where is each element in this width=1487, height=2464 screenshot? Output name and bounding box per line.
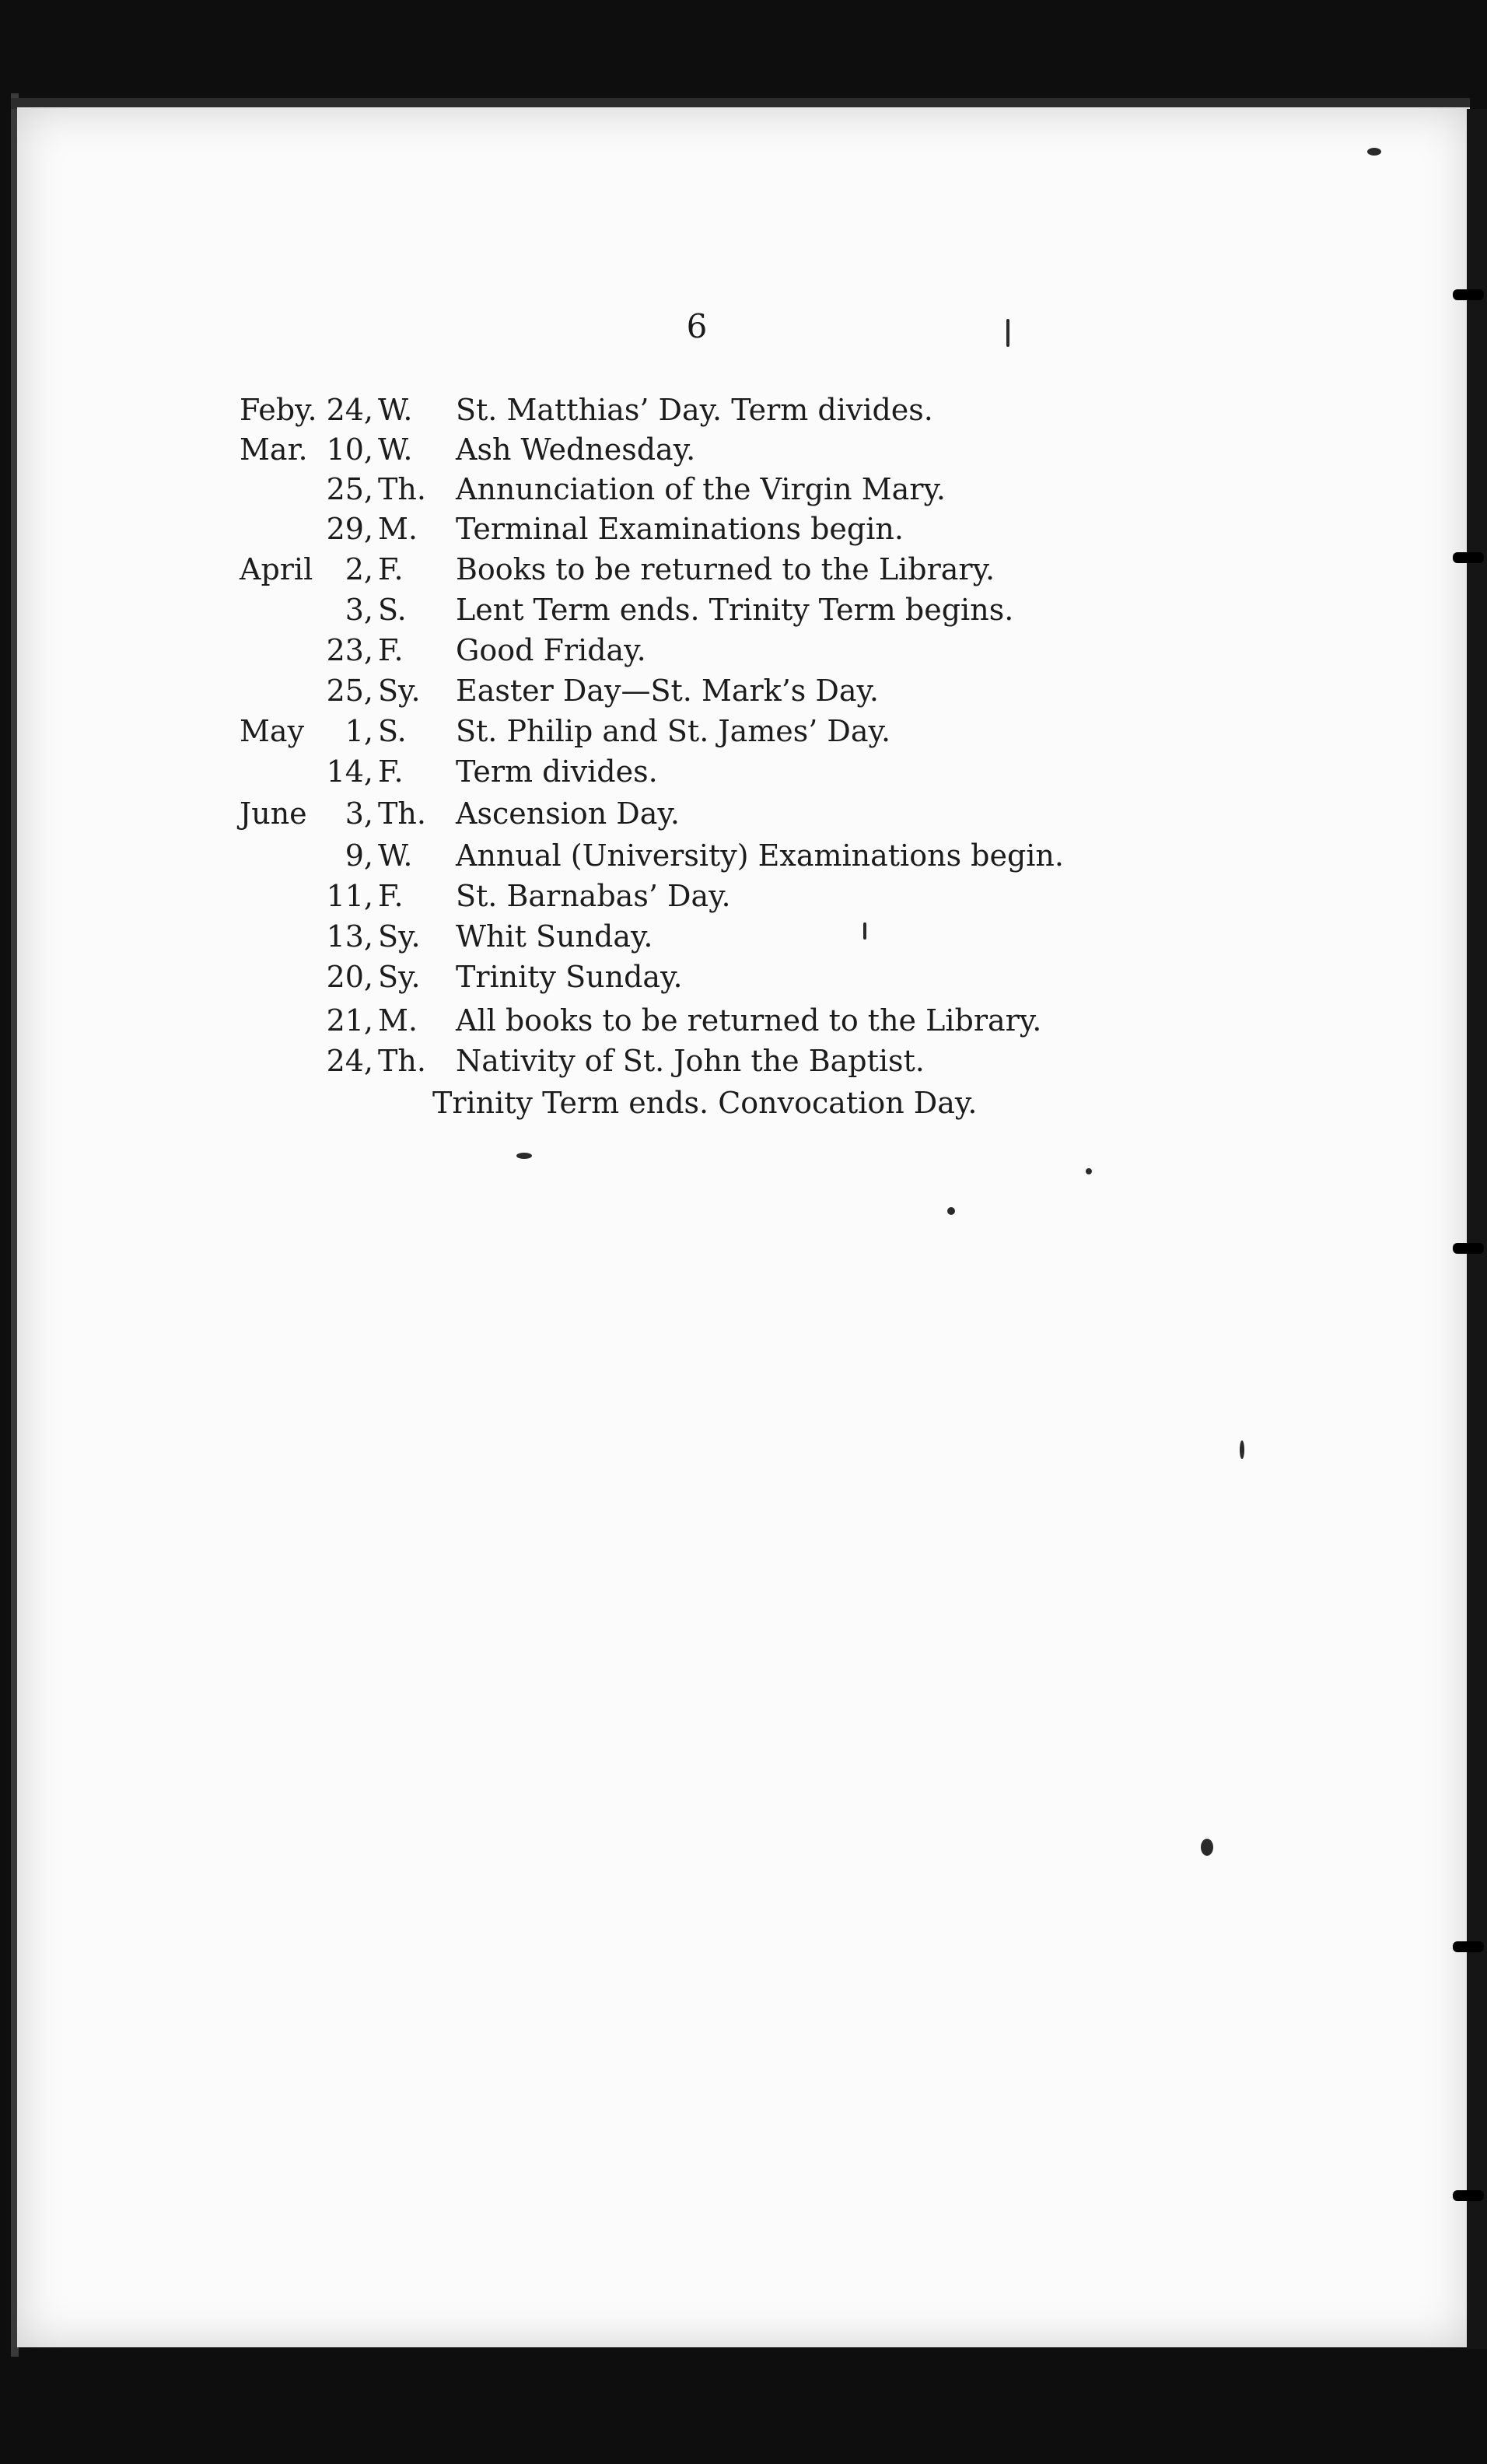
- entry-weekday: W.: [378, 393, 413, 427]
- entry-month: Feby.: [240, 393, 317, 427]
- entry-day: 24,: [326, 393, 373, 427]
- entry-day: 11,: [326, 879, 373, 913]
- entry-event: Easter Day—St. Mark’s Day.: [456, 674, 879, 708]
- entry-weekday: Sy.: [378, 674, 421, 708]
- entry-weekday: F.: [378, 754, 404, 789]
- entry-weekday: Th.: [378, 796, 426, 831]
- entry-event: Trinity Sunday.: [456, 960, 683, 994]
- entry-day: 24,: [326, 1044, 373, 1078]
- entry-day: 3,: [345, 593, 373, 627]
- entry-event: Trinity Term ends. Convocation Day.: [432, 1086, 978, 1120]
- entry-day: 23,: [326, 633, 373, 667]
- entry-day: 21,: [326, 1003, 373, 1038]
- entry-event: Nativity of St. John the Baptist.: [456, 1044, 925, 1078]
- entry-day: 29,: [326, 512, 373, 546]
- entry-weekday: Sy.: [378, 919, 421, 954]
- entry-day: 20,: [326, 960, 373, 994]
- entry-weekday: W.: [378, 432, 413, 467]
- entry-month: April: [240, 552, 313, 586]
- entry-event: St. Philip and St. James’ Day.: [456, 714, 891, 748]
- entry-event: All books to be returned to the Library.: [456, 1003, 1042, 1038]
- entry-day: 25,: [326, 674, 373, 708]
- entry-event: Annunciation of the Virgin Mary.: [456, 472, 946, 506]
- entry-weekday: W.: [378, 838, 413, 873]
- entry-event: Whit Sunday.: [456, 919, 653, 954]
- page-number: 6: [686, 307, 708, 345]
- entry-event: St. Barnabas’ Day.: [456, 879, 731, 913]
- entry-event: St. Matthias’ Day. Term divides.: [456, 393, 933, 427]
- entry-event: Ash Wednesday.: [456, 432, 696, 467]
- entry-event: Annual (University) Examinations begin.: [456, 838, 1064, 873]
- entry-weekday: Th.: [378, 1044, 426, 1078]
- entry-weekday: M.: [378, 512, 418, 546]
- entry-event: Books to be returned to the Library.: [456, 552, 995, 586]
- entry-weekday: Sy.: [378, 960, 421, 994]
- entry-weekday: F.: [378, 879, 404, 913]
- entry-event: Good Friday.: [456, 633, 646, 667]
- entry-day: 10,: [326, 432, 373, 467]
- entry-day: 1,: [345, 714, 373, 748]
- entry-event: Term divides.: [456, 754, 658, 789]
- entry-weekday: Th.: [378, 472, 426, 506]
- entry-month: Mar.: [240, 432, 308, 467]
- entry-weekday: F.: [378, 633, 404, 667]
- entry-day: 3,: [345, 796, 373, 831]
- entry-month: May: [240, 714, 305, 748]
- entry-weekday: M.: [378, 1003, 418, 1038]
- entry-day: 14,: [326, 754, 373, 789]
- entry-event: Terminal Examinations begin.: [456, 512, 904, 546]
- entry-weekday: F.: [378, 552, 404, 586]
- entry-weekday: S.: [378, 593, 407, 627]
- entry-event: Lent Term ends. Trinity Term begins.: [456, 593, 1014, 627]
- entry-day: 9,: [345, 838, 373, 873]
- entry-month: June: [240, 796, 307, 831]
- entry-day: 25,: [326, 472, 373, 506]
- entry-day: 13,: [326, 919, 373, 954]
- entry-weekday: S.: [378, 714, 407, 748]
- entry-day: 2,: [345, 552, 373, 586]
- entry-event: Ascension Day.: [456, 796, 680, 831]
